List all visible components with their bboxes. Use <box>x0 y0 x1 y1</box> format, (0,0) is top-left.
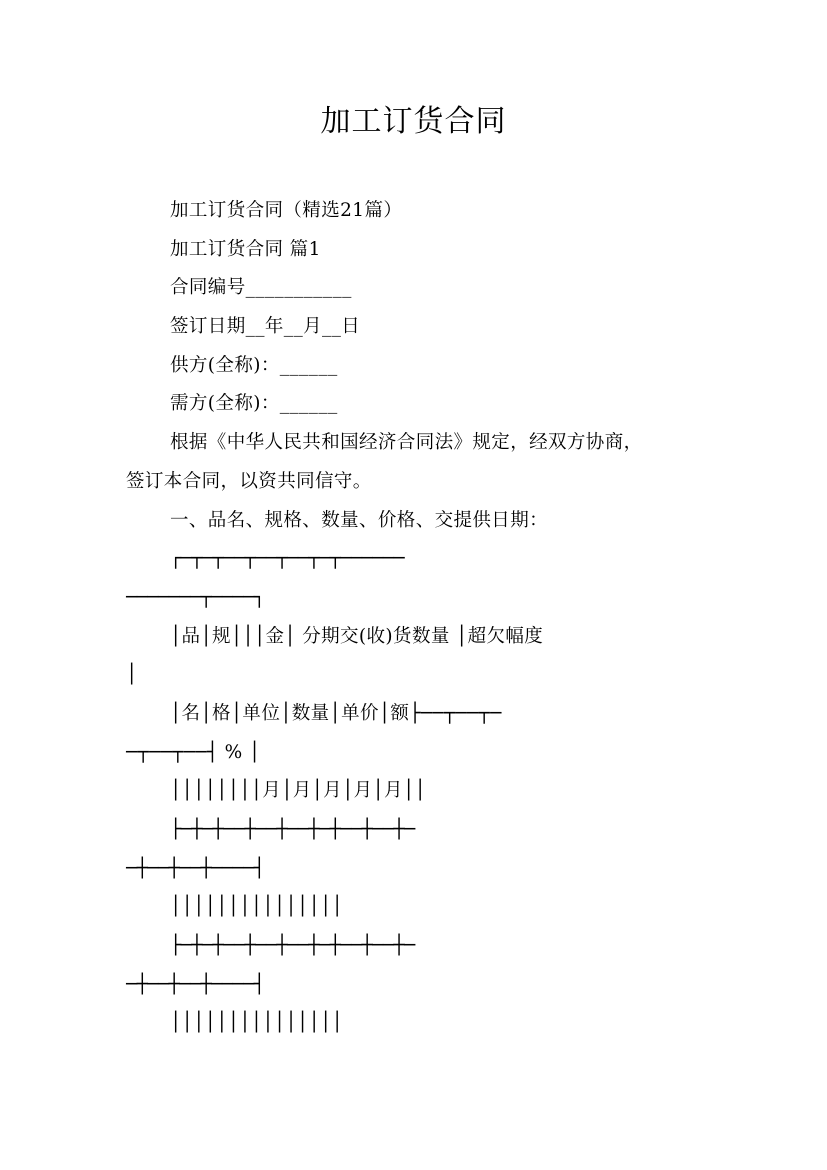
table-border-line: ┌─┬─┬──┬──┬──┬─┬────── <box>170 548 405 570</box>
paragraph-line: 加工订货合同 篇1 <box>170 238 321 260</box>
paragraph-line: │名│格│单位│数量│单价│额├──┬──┬─ <box>170 702 502 724</box>
paragraph-line: 签订日期__年__月__日 <box>170 316 361 338</box>
paragraph-line: │││││││││││││││ <box>170 896 344 918</box>
paragraph-line: 加工订货合同（精选21篇） <box>170 200 403 221</box>
paragraph-line: 合同编号___________ <box>170 277 352 299</box>
paragraph-line: │││││││││││││││ <box>170 1012 344 1034</box>
paragraph-line: 一、品名、规格、数量、价格、交提供日期： <box>170 509 549 531</box>
paragraph-line: 签订本合同，以资共同信守。 <box>126 470 372 492</box>
document-body <box>126 192 704 1043</box>
table-border-line: ├─┼─┼──┼──┼──┼─┼──┼──┼─ <box>170 935 415 957</box>
paragraph-line: ─┬──┬──┤ % │ <box>126 741 261 763</box>
table-border-line: ├─┼─┼──┼──┼──┼─┼──┼──┼─ <box>170 819 415 840</box>
paragraph-line: 根据《中华人民共和国经济合同法》规定，经双方协商， <box>170 432 643 454</box>
paragraph-line: │品│规│││金│ 分期交(收)货数量 │超欠幅度 <box>170 625 544 647</box>
paragraph-line: │ <box>126 664 138 686</box>
paragraph-line: 供方(全称)：______ <box>170 354 338 376</box>
table-border-line: ─┼──┼──┼────┤ <box>126 973 265 995</box>
document-title: 加工订货合同 <box>320 104 507 139</box>
paragraph-line: 需方(全称)：______ <box>170 393 338 415</box>
paragraph-line: ││││││││月│月│月│月│月││ <box>170 780 427 802</box>
table-border-line: ───────┬────┐ <box>126 586 265 608</box>
table-border-line: ─┼──┼──┼────┤ <box>126 857 265 879</box>
